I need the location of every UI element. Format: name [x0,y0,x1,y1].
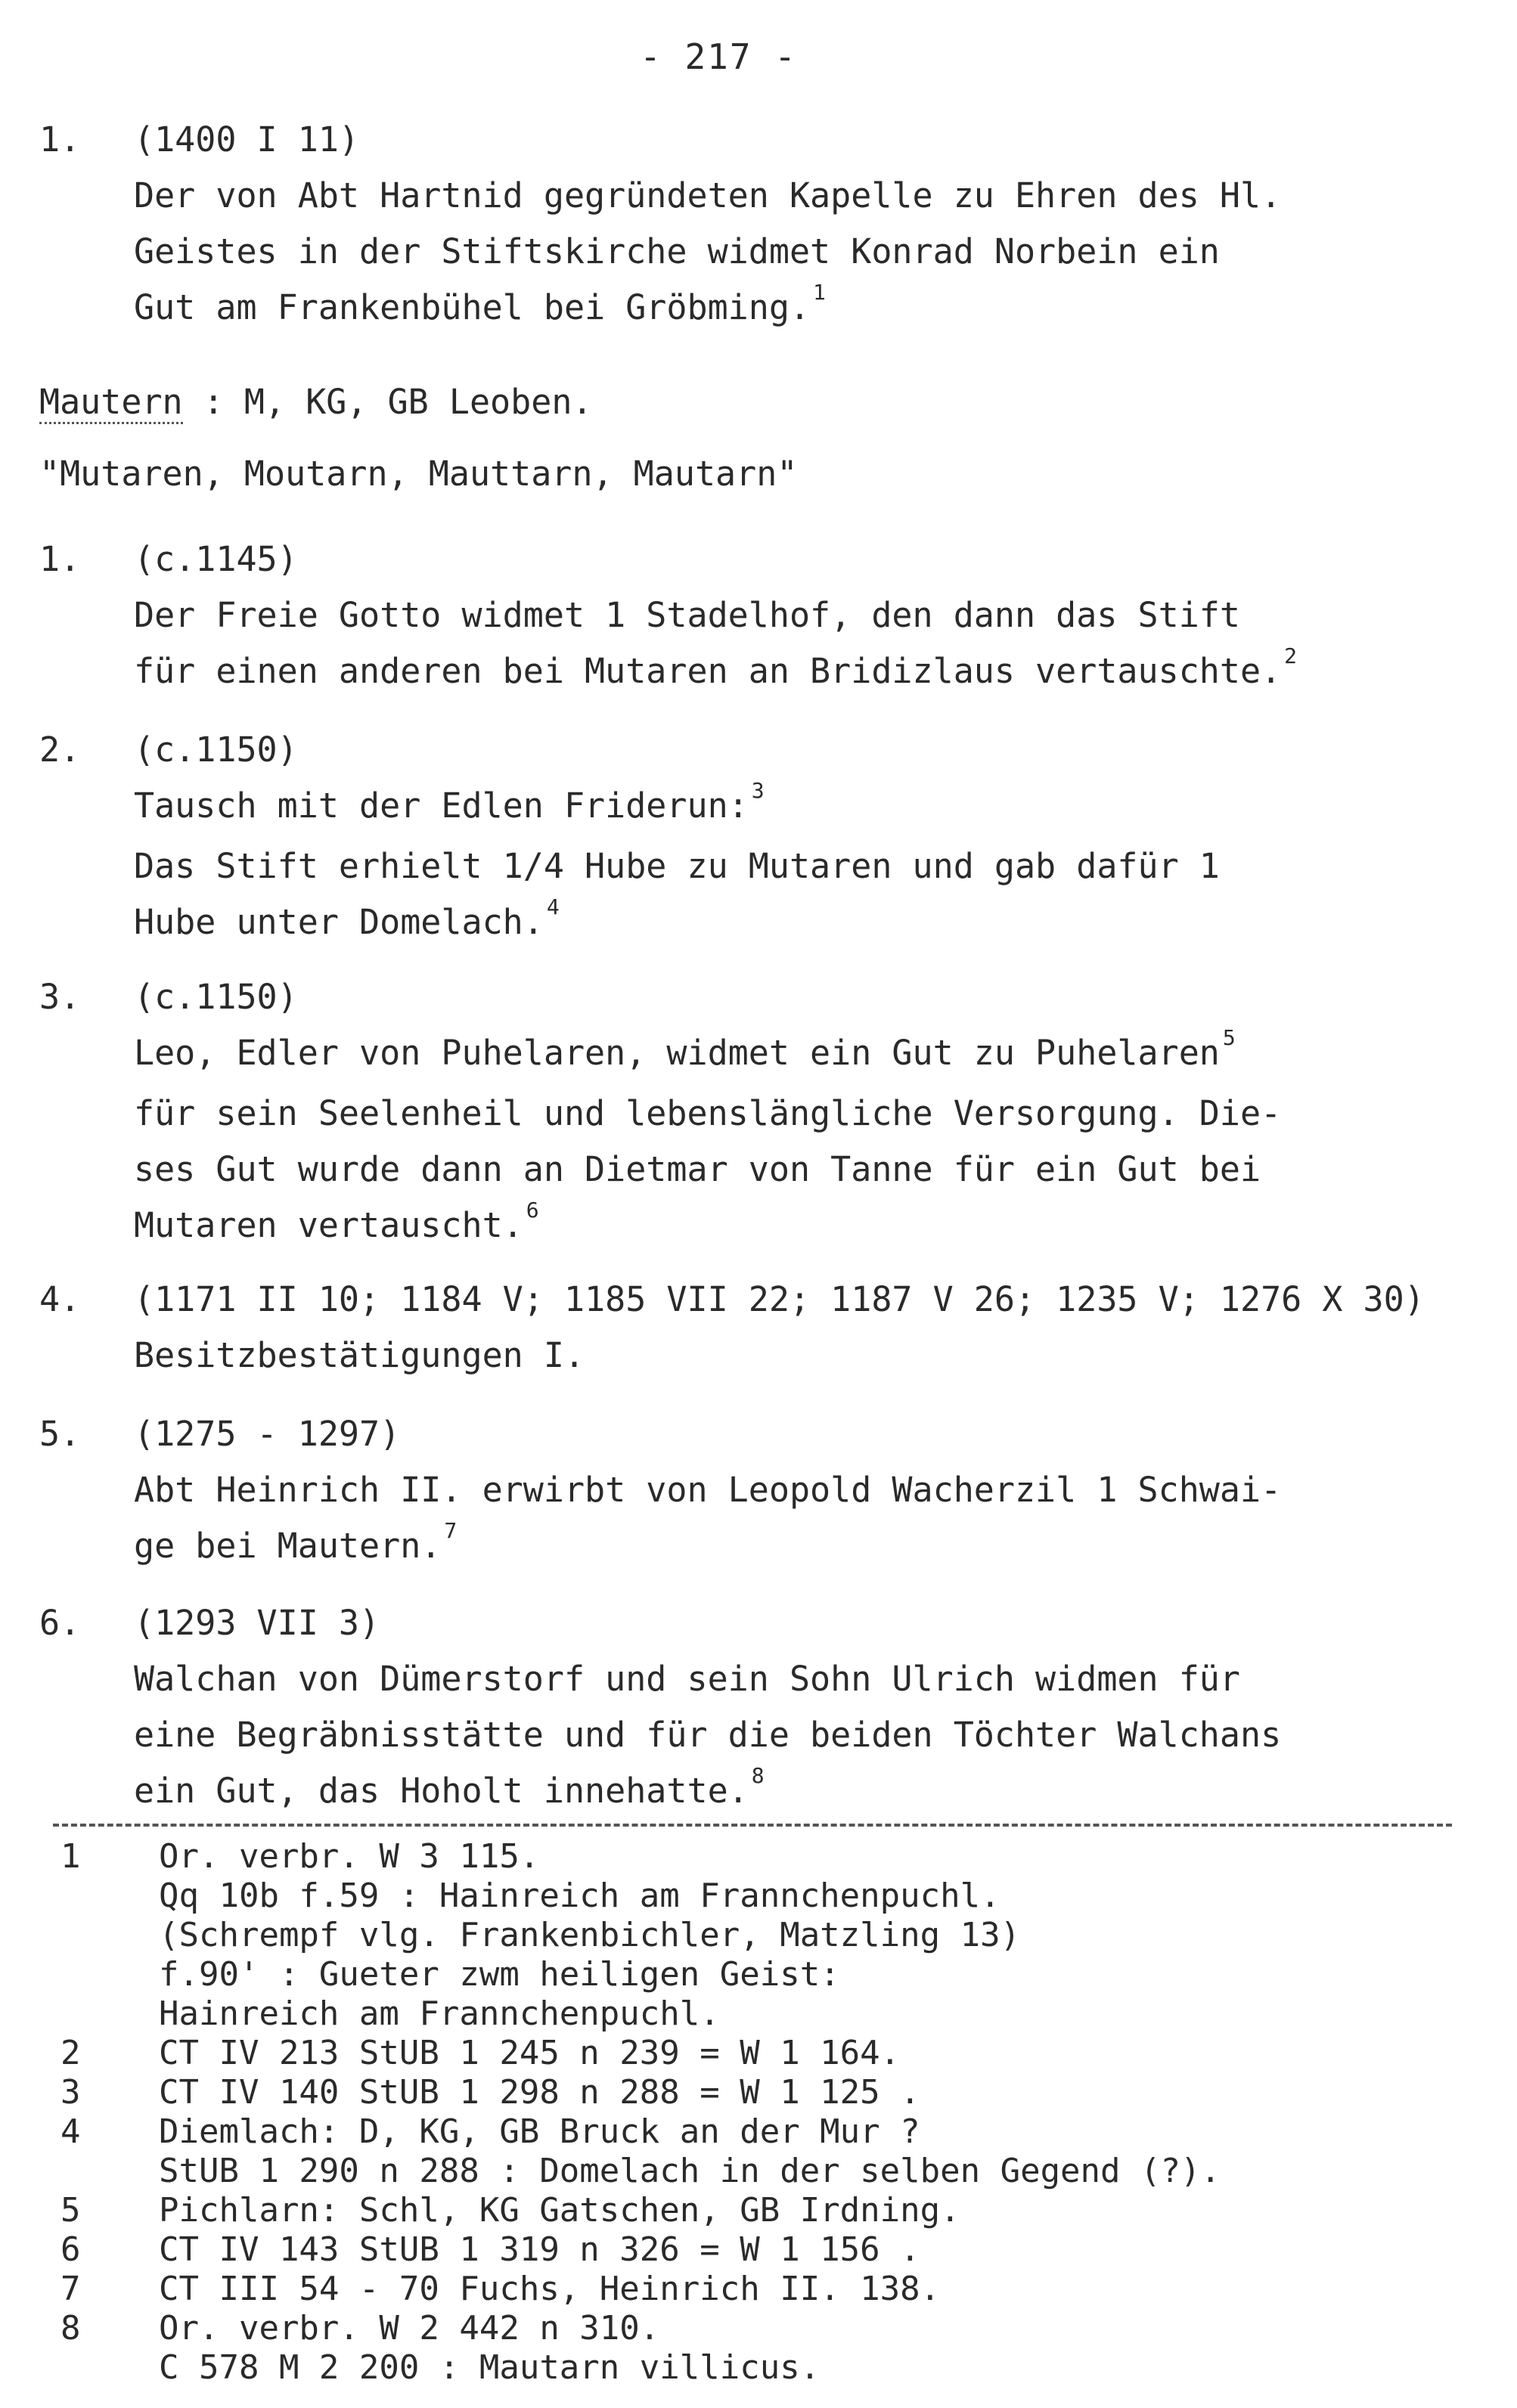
footnote [60,1955,1497,1994]
entry-number: 5. [39,1414,81,1454]
entry-line: Der Freie Gotto widmet 1 Stadelhof, den dann das Stift [134,595,1240,635]
footnote-number: 3 [60,2073,81,2112]
entry-5 [39,1406,1461,1579]
entry-line: Geistes in der Stiftskirche widmet Konrad Norbein ein [134,231,1220,271]
footnote [60,1994,1497,2034]
place-variants: "Mutaren, Moutarn, Mauttarn, Mautarn" [39,454,798,494]
footnote-number: 6 [60,2230,81,2269]
footnote-number: 2 [60,2034,81,2072]
footnote [60,2112,1497,2152]
entry-line: ein Gut, das Hoholt innehatte. [134,1771,749,1811]
entry-4 [39,1272,1461,1384]
footnote-text: Diemlach: D, KG, GB Bruck an der Mur ? [159,2112,920,2151]
footnote-text: C 578 M 2 200 : Mautarn villicus. [159,2348,821,2387]
footnote-text: CT IV 143 StUB 1 319 n 326 = W 1 156 . [159,2230,920,2269]
footnote-ref: 3 [751,778,765,803]
footnote-text: Or. verbr. W 3 115. [159,1837,540,1876]
footnote [60,2152,1497,2191]
entry-line: für sein Seelenheil und lebenslängliche Versorgung. Die- [134,1093,1282,1133]
footnotes [60,1830,1497,2387]
place-info: : M, KG, GB Leoben. [182,382,593,422]
entry-date: (c.1150) [134,977,298,1017]
entry-line: Walchan von Dümerstorf und sein Sohn Ulrich widmen für [134,1659,1240,1699]
entry-line: Mutaren vertauscht. [134,1205,523,1245]
entry-number: 2. [39,730,81,770]
footnote-text: StUB 1 290 n 288 : Domelach in der selben Gegend (?). [159,2152,1221,2190]
entry-number: 1. [39,539,81,579]
place-heading [39,382,593,422]
entry-date: (1400 I 11) [134,119,360,160]
entry-line: Der von Abt Hartnid gegründeten Kapelle zu Ehren des Hl. [134,175,1282,215]
entry-date: (c.1150) [134,730,298,770]
entry-line: ge bei Mautern. [134,1526,442,1566]
footnote [60,1837,1497,1877]
place-name: Mautern [39,382,183,424]
footnote [60,2191,1497,2230]
footnote-ref: 7 [444,1518,458,1543]
footnote-text: Pichlarn: Schl, KG Gatschen, GB Irdning. [159,2191,960,2230]
page-number: - 217 - [640,36,797,77]
entry-line: für einen anderen bei Mutaren an Bridizlaus vertauschte. [134,651,1282,691]
entry-top [39,112,1461,340]
footnote-divider [53,1824,1452,1827]
footnote-text: CT IV 213 StUB 1 245 n 239 = W 1 164. [159,2034,901,2072]
entry-line: ses Gut wurde dann an Dietmar von Tanne für ein Gut bei [134,1149,1261,1189]
footnote [60,2034,1497,2073]
footnote [60,2270,1497,2309]
entry-date: (c.1145) [134,539,298,579]
entry-line: Abt Heinrich II. erwirbt von Leopold Wacherzil 1 Schwai- [134,1470,1282,1510]
entry-number: 4. [39,1279,81,1319]
footnote [60,2073,1497,2112]
entry-2 [39,722,1461,955]
footnote-text: Hainreich am Frannchenpuchl. [159,1994,720,2033]
footnote [60,2348,1497,2388]
footnote-ref: 6 [526,1198,539,1223]
footnote [60,1916,1497,1955]
entry-number: 1. [39,119,81,160]
footnote [60,2309,1497,2348]
entry-1 [39,531,1461,704]
entry-date: (1275 - 1297) [134,1414,401,1454]
footnote-text: f.90' : Gueter zwm heiligen Geist: [159,1955,840,1994]
entry-3 [39,969,1461,1258]
footnote-number: 4 [60,2112,81,2151]
footnote [60,2230,1497,2270]
entry-line: Leo, Edler von Puhelaren, widmet ein Gut zu Puhelaren [134,1033,1220,1073]
footnote-text: Qq 10b f.59 : Hainreich am Frannchenpuchl. [159,1877,1000,1915]
entry-date: (1293 VII 3) [134,1603,380,1643]
entry-line: Gut am Frankenbühel bei Gröbming. [134,287,811,327]
entry-line: Besitzbestätigungen I. [134,1335,585,1375]
entry-number: 3. [39,977,81,1017]
entry-line: Hube unter Domelach. [134,902,544,942]
footnote-number: 7 [60,2270,81,2308]
footnote-ref: 5 [1222,1025,1236,1050]
footnote-ref: 4 [546,894,560,919]
footnote-number: 8 [60,2309,81,2348]
footnote [60,1877,1497,1916]
entry-line: Das Stift erhielt 1/4 Hube zu Mutaren und gab dafür 1 [134,846,1220,886]
footnote-text: (Schrempf vlg. Frankenbichler, Matzling 13) [159,1916,1021,1954]
footnote-ref: 1 [813,280,826,305]
entry-line: Tausch mit der Edlen Friderun: [134,786,749,826]
entry-number: 6. [39,1603,81,1643]
footnote-text: CT IV 140 StUB 1 298 n 288 = W 1 125 . [159,2073,920,2112]
footnote-ref: 2 [1284,643,1298,668]
footnote-ref: 8 [751,1763,765,1788]
footnote-number: 1 [60,1837,81,1876]
footnote-text: Or. verbr. W 2 442 n 310. [159,2309,660,2348]
footnote-number: 5 [60,2191,81,2230]
footnote-text: CT III 54 - 70 Fuchs, Heinrich II. 138. [159,2270,941,2308]
entry-6 [39,1595,1461,1824]
entry-date: (1171 II 10; 1184 V; 1185 VII 22; 1187 V 26; 1235 V; 1276 X 30) [134,1279,1425,1319]
entry-line: eine Begräbnisstätte und für die beiden Töchter Walchans [134,1715,1282,1755]
